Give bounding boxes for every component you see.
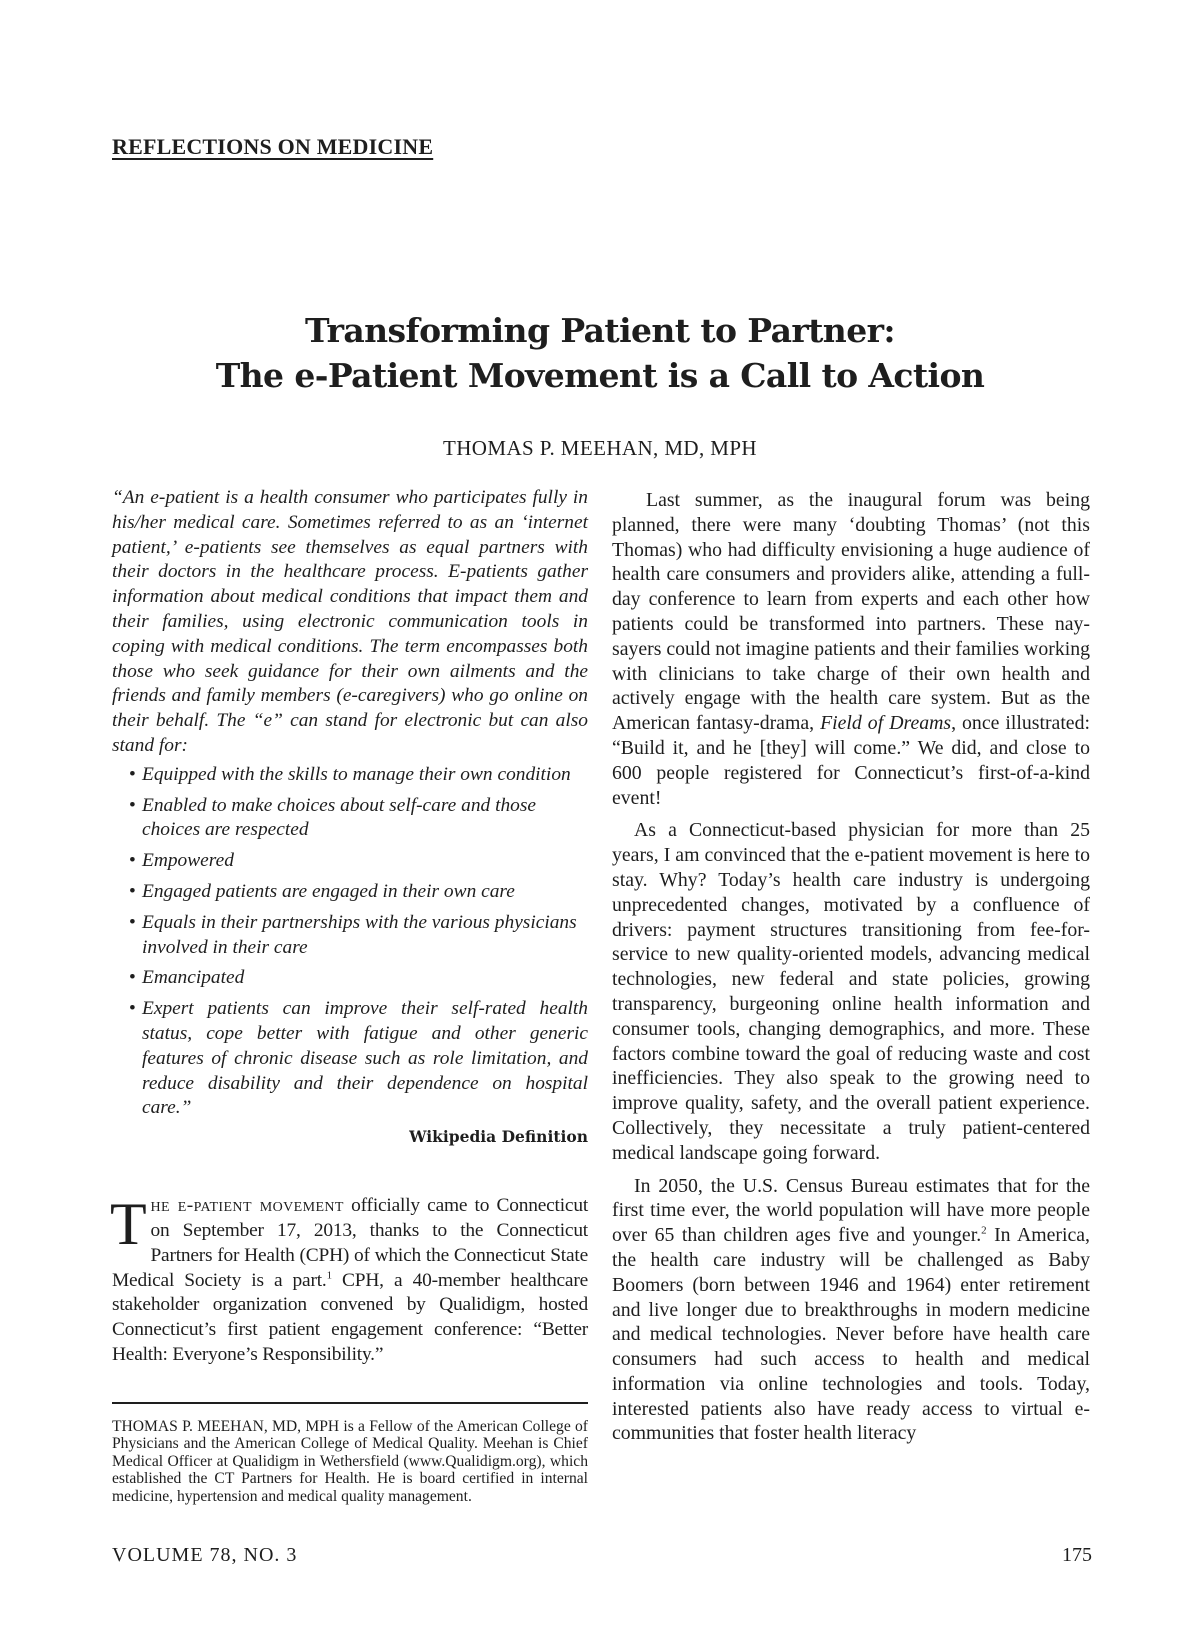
list-item: • Equals in their partnerships with the various physicians involved in their care	[129, 911, 577, 958]
list-item: • Expert patients can improve their self-rated health status, cope better with fatigue and other generic features of chronic disease such as role limitation, and reduce disability and their dependence on hospital care.”	[129, 998, 588, 1119]
list-item: • Empowered	[129, 850, 234, 872]
title-line-1: Transforming Patient to Partner:	[305, 311, 895, 350]
intro-small-caps: he e-patient movement	[150, 1195, 344, 1217]
body-paragraph: In 2050, the U.S. Census Bureau estimates that for the first time ever, the world population will have more people over 65 than children ages five and younger.$^2$ In America, the health care industry will be challenged as Baby Boomers (born between 1946 and 1964) enter retirement and live longer due to breakthroughs in modern medicine and medical technologies. Never before have health care consumers had such access to health and medical information via online technologies and tools. Today, interested patients also have ready access to virtual e-communities that foster health literacy	[612, 1174, 1090, 1445]
body-paragraph: Last summer, as the inaugural forum was being planned, there were many ‘doubting Thomas’ (not this Thomas) who had difficulty envisioning a huge audience of health care consumers and providers alike, attending a full-day conference to learn from experts and each other how patients could be transformed into partners. These nay-sayers could not imagine patients and their families working with clinicians to take charge of their own health and actively engage with the health care system. But as the American fantasy-drama, Field of Dreams, once illustrated: “Build it, and he [they] will come.” We did, and close to 600 people registered for Connecticut’s first-of-a-kind event!	[612, 489, 1090, 809]
body-paragraph: As a Connecticut-based physician for more than 25 years, I am convinced that the e-patient movement is here to stay. Why? Today’s health care industry is undergoing unprecedented changes, motivated by a confluence of drivers: payment structures transitioning from fee-for-service to new quality-oriented models, advancing medical technologies, new federal and state policies, growing transparency, burgeoning online health information and consumer tools, changing demographics, and more. These factors combine toward the goal of reducing waste and cost inefficiencies. They also speak to the growing need to improve quality, safety, and the overall patient experience. Collectively, they necessitate a truly patient-centered medical landscape going forward.	[612, 819, 1090, 1164]
article-title	[0, 308, 1200, 398]
volume-label: VOLUME 78, NO. 3	[112, 1544, 298, 1566]
list-item: • Equipped with the skills to manage their own condition	[129, 763, 571, 785]
footnote-ref: 2	[981, 1224, 987, 1237]
page-number: 175	[1062, 1544, 1092, 1566]
quote-source: Wikipedia Definition	[409, 1127, 588, 1147]
list-item: • Engaged patients are engaged in their own care	[129, 880, 515, 902]
intro-paragraph: The e-patient movement officially came to Connecticut on September 17, 2013, thanks to the Connecticut Partners for Health (CPH) of which the Connecticut State Medical Society is a part.$^1$ CPH, a 40-member healthcare stakeholder organization convened by Qualidigm, hosted Connecticut’s first patient engagement conference: “Better Health: Everyone’s Responsibility.”	[110, 1191, 589, 1365]
quote-bullet-list	[112, 763, 588, 1121]
divider	[112, 1402, 588, 1404]
right-column	[612, 488, 1090, 1454]
author-byline: THOMAS P. MEEHAN, MD, MPH	[443, 436, 757, 460]
film-title: Field of Dreams	[820, 712, 952, 735]
title-line-2: The e-Patient Movement is a Call to Action	[215, 356, 985, 395]
section-heading: REFLECTIONS ON MEDICINE	[112, 134, 434, 159]
author-bio: THOMAS P. MEEHAN, MD, MPH is a Fellow of the American College of Physicians and the American College of Medical Quality. Meehan is Chief Medical Officer at Qualidigm in Wethersfield (www.Qualidigm.org), which established the CT Partners for Health. He is board certified in internal medicine, hypertension and medical quality management.	[112, 1417, 588, 1506]
sidebar-quote: “An e-patient is a health consumer who participates fully in his/her medical care. Sometimes referred to as an ‘internet patient,’ e-patients see themselves as equal partners with their doctors in the healthcare process. E-patients gather information about medical conditions that impact them and their families, using electronic communication tools in coping with medical conditions. The term encompasses both those who seek guidance for their own ailments and the friends and family members (e-caregivers) who go online on their behalf. The “e” can stand for electronic but can also stand for:	[112, 487, 588, 756]
list-item: • Enabled to make choices about self-care and those choices are respected	[129, 794, 536, 841]
left-column	[112, 486, 588, 1506]
footnote-ref: 1	[326, 1269, 332, 1282]
drop-cap: T	[110, 1191, 147, 1258]
list-item: • Emancipated	[129, 967, 245, 989]
